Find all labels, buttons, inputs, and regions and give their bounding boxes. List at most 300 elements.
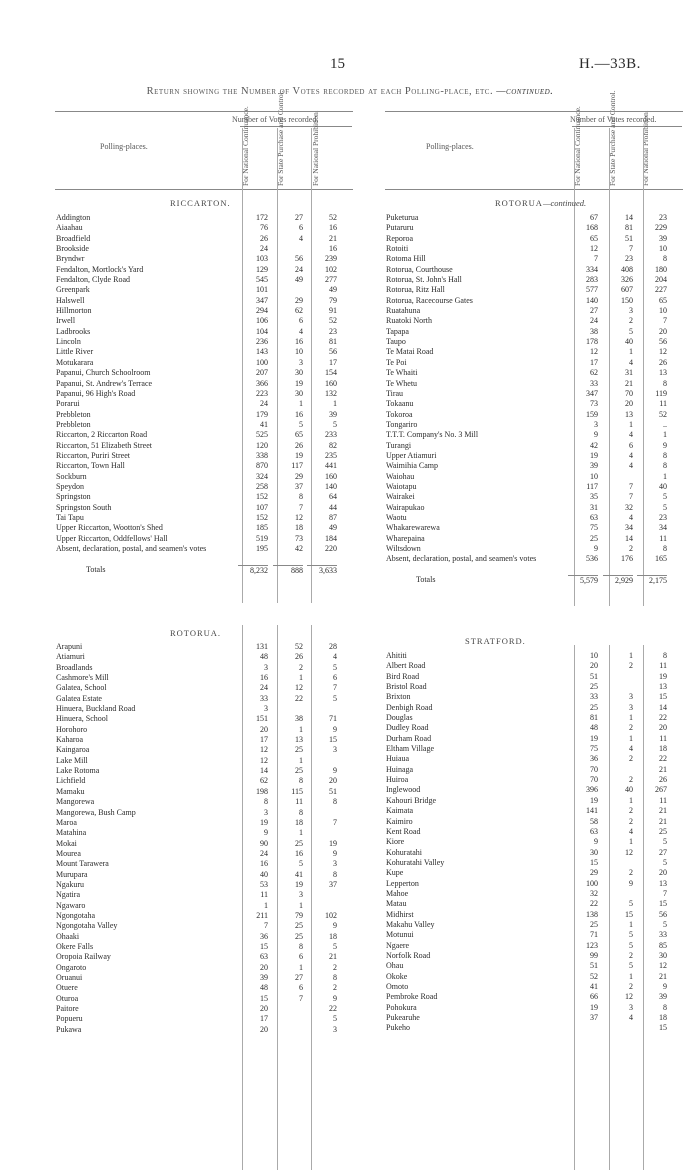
table-row [386, 868, 684, 878]
table-row [56, 911, 354, 921]
polling-place-name: Whakarewarewa [386, 523, 440, 533]
continuance-votes: 81 [590, 713, 598, 723]
table-row [56, 234, 354, 244]
state-votes: 19 [295, 879, 303, 889]
polling-place-name: Inglewood [386, 785, 421, 795]
table-row [386, 723, 684, 733]
state-votes: 30 [295, 368, 303, 378]
state-votes: 62 [295, 306, 303, 316]
state-votes: 150 [621, 295, 633, 305]
state-votes: 1 [629, 733, 633, 743]
polling-place-name: Mangorewa, Bush Camp [56, 807, 136, 817]
prohibition-votes: 56 [659, 909, 667, 919]
prohibition-votes: 8 [663, 651, 667, 660]
polling-place-name: Kohuratahi Valley [386, 857, 445, 867]
state-votes: 4 [629, 826, 633, 836]
polling-place-name: Galatea, School [56, 683, 107, 693]
prohibition-votes: 16 [329, 244, 337, 254]
prohibition-votes: 23 [659, 512, 667, 522]
state-votes: 40 [625, 337, 633, 347]
table-row [56, 642, 354, 652]
table-row [56, 296, 354, 306]
table-row [56, 797, 354, 807]
prohibition-votes: 15 [329, 735, 337, 745]
prohibition-votes: 160 [325, 471, 337, 481]
table-row [56, 451, 354, 461]
table-row [386, 920, 684, 930]
continuance-votes: 19 [260, 817, 268, 827]
prohibition-votes: 2 [333, 983, 337, 993]
continuance-votes: 41 [260, 419, 268, 429]
prohibition-votes: 87 [329, 512, 337, 522]
totals-label: Totals [416, 574, 436, 584]
table-row [56, 652, 354, 662]
continuance-votes: 101 [256, 285, 268, 295]
table-row [386, 941, 684, 951]
table-row [56, 482, 354, 492]
state-votes: 7 [299, 502, 303, 512]
state-votes: 408 [621, 264, 633, 274]
table-row [386, 347, 684, 357]
stratford-table [386, 651, 684, 1034]
state-votes: 19 [295, 378, 303, 388]
polling-place-name: Oropoia Railway [56, 952, 111, 962]
prohibition-votes: 20 [659, 723, 667, 733]
table-row [386, 482, 684, 492]
prohibition-votes: 165 [655, 554, 667, 564]
state-votes: 25 [295, 921, 303, 931]
continuance-votes: 7 [264, 921, 268, 931]
state-votes: 8 [299, 776, 303, 786]
prohibition-votes: 5 [333, 419, 337, 429]
state-votes: 5 [299, 419, 303, 429]
polling-place-name: Broadfield [56, 233, 91, 243]
polling-place-name: Kahouri Bridge [386, 795, 436, 805]
continuance-votes: 36 [590, 754, 598, 764]
continuance-votes: 347 [586, 388, 598, 398]
riccarton-table [56, 213, 354, 575]
polling-place-name: Speydon [56, 481, 84, 491]
polling-place-name: Taupo [386, 337, 406, 347]
state-votes: 81 [625, 223, 633, 233]
continuance-votes: 334 [586, 264, 598, 274]
right-head-prohibition: For National Prohibition. [641, 110, 650, 186]
table-row [386, 265, 684, 275]
polling-place-name: Galatea Estate [56, 693, 102, 703]
table-row [386, 744, 684, 754]
state-votes: 2,929 [603, 575, 633, 586]
prohibition-votes: 8 [663, 461, 667, 471]
state-votes: 20 [625, 399, 633, 409]
state-votes: 8 [299, 941, 303, 951]
continuance-votes: 338 [256, 450, 268, 460]
table-row [56, 766, 354, 776]
prohibition-votes: 13 [659, 368, 667, 378]
table-row [386, 296, 684, 306]
table-row [386, 534, 684, 544]
rotorua-table [56, 642, 354, 1035]
table-row [56, 1014, 354, 1024]
state-votes: 40 [625, 785, 633, 795]
polling-place-name: Fendalton, Clyde Road [56, 275, 130, 285]
prohibition-votes: 5 [663, 919, 667, 929]
table-row [56, 306, 354, 316]
polling-place-name: Kaimata [386, 806, 414, 816]
continuance-votes: 38 [590, 326, 598, 336]
state-votes: 2 [629, 982, 633, 991]
prohibition-votes: 33 [659, 930, 667, 940]
prohibition-votes: 9 [663, 440, 667, 450]
polling-place-name: Putaruru [386, 223, 414, 233]
prohibition-votes: 28 [329, 642, 337, 651]
polling-place-name: Mahoe [386, 888, 409, 898]
polling-place-name: Rotoiti [386, 244, 409, 254]
state-votes: 1 [629, 795, 633, 805]
polling-place-name: Te Matai Road [386, 347, 434, 357]
prohibition-votes: 23 [329, 326, 337, 336]
state-votes: 5 [629, 930, 633, 940]
polling-place-name: Tongariro [386, 419, 418, 429]
state-votes: 5 [629, 961, 633, 971]
state-votes: 32 [625, 502, 633, 512]
continuance-votes: 99 [590, 950, 598, 960]
table-row [56, 213, 354, 223]
prohibition-votes: 25 [659, 826, 667, 836]
state-votes: 26 [295, 440, 303, 450]
continuance-votes: 53 [260, 879, 268, 889]
continuance-votes: 37 [590, 1013, 598, 1023]
state-votes: 6 [629, 440, 633, 450]
continuance-votes: 8,232 [238, 565, 268, 576]
state-votes: 7 [629, 492, 633, 502]
prohibition-votes: 19 [329, 838, 337, 848]
prohibition-votes: 21 [329, 233, 337, 243]
section-title-rotorua: ROTORUA. [170, 628, 222, 638]
continuance-votes: 36 [260, 931, 268, 941]
prohibition-votes: 8 [663, 378, 667, 388]
state-votes: 14 [625, 533, 633, 543]
continuance-votes: 20 [590, 661, 598, 671]
prohibition-votes: 12 [659, 347, 667, 357]
polling-place-name: Brookside [56, 244, 89, 254]
state-votes: 1 [299, 755, 303, 765]
prohibition-votes: 4 [333, 652, 337, 662]
continuance-votes: 185 [256, 523, 268, 533]
state-votes: 49 [295, 275, 303, 285]
polling-place-name: Ladbrooks [56, 326, 91, 336]
table-row [386, 703, 684, 713]
polling-place-name: Waimihia Camp [386, 461, 439, 471]
continuance-votes: 20 [260, 962, 268, 972]
prohibition-votes: 8 [333, 797, 337, 807]
continuance-votes: 9 [264, 828, 268, 838]
continuance-votes: 66 [590, 992, 598, 1002]
polling-place-name: Hinuera, School [56, 714, 108, 724]
table-row [386, 399, 684, 409]
prohibition-votes: 180 [655, 264, 667, 274]
state-votes: 12 [295, 512, 303, 522]
table-row [386, 368, 684, 378]
continuance-votes: 198 [256, 786, 268, 796]
continuance-votes: 106 [256, 316, 268, 326]
table-row [386, 889, 684, 899]
continuance-votes: 51 [590, 961, 598, 971]
continuance-votes: 12 [260, 745, 268, 755]
table-row [56, 745, 354, 755]
state-votes: 19 [295, 450, 303, 460]
table-row [56, 932, 354, 942]
table-row [56, 756, 354, 766]
table-row [386, 692, 684, 702]
prohibition-votes: 229 [655, 223, 667, 233]
polling-place-name: Waiohau [386, 471, 415, 481]
polling-place-name: Motunui [386, 930, 414, 940]
prohibition-votes: 227 [655, 285, 667, 295]
polling-place-name: Omoto [386, 982, 409, 991]
prohibition-votes: 26 [659, 357, 667, 367]
polling-place-name: Wiltsdown [386, 544, 421, 553]
polling-place-name: Ohaaki [56, 931, 80, 941]
polling-place-name: Irwell [56, 316, 76, 326]
continuance-votes: 283 [586, 275, 598, 285]
continuance-votes: 22 [590, 899, 598, 909]
prohibition-votes: 8 [663, 544, 667, 553]
prohibition-votes: 11 [659, 399, 667, 409]
prohibition-votes: 51 [329, 786, 337, 796]
prohibition-votes: 71 [329, 714, 337, 724]
state-votes: 16 [295, 848, 303, 858]
prohibition-votes: 34 [659, 523, 667, 533]
prohibition-votes: 184 [325, 533, 337, 543]
polling-place-name: Mourea [56, 848, 81, 858]
polling-place-name: Oruanui [56, 973, 83, 982]
prohibition-votes: 22 [659, 754, 667, 764]
prohibition-votes: 9 [333, 724, 337, 734]
continuance-votes: 236 [256, 337, 268, 347]
continuance-votes: 168 [586, 223, 598, 233]
table-row [386, 713, 684, 723]
polling-place-name: Brixton [386, 692, 411, 702]
state-votes: 41 [295, 869, 303, 879]
table-row [386, 775, 684, 785]
polling-place-name: Broadlands [56, 662, 93, 672]
continuance-votes: 32 [590, 888, 598, 898]
continuance-votes: 17 [260, 735, 268, 745]
table-row [56, 337, 354, 347]
continuance-votes: 20 [260, 1004, 268, 1014]
polling-place-name: Okere Falls [56, 941, 94, 951]
continuance-votes: 51 [590, 671, 598, 681]
polling-place-name: Pohokura [386, 1002, 417, 1012]
state-votes: 1 [629, 419, 633, 429]
polling-place-name: Bristol Road [386, 682, 427, 692]
continuance-votes: 15 [260, 993, 268, 1003]
table-row [386, 244, 684, 254]
polling-place-name: Rotorua, Courthouse [386, 264, 453, 274]
prohibition-votes: 1 [663, 430, 667, 440]
prohibition-votes: 267 [655, 785, 667, 795]
table-row [56, 839, 354, 849]
state-votes: 8 [299, 807, 303, 817]
polling-place-name: Ruatahuna [386, 306, 421, 316]
polling-place-name: Papanui, Church Schoolroom [56, 368, 151, 378]
polling-place-name: Oturoa [56, 993, 79, 1003]
continuance-votes: 178 [586, 337, 598, 347]
table-row [386, 461, 684, 471]
right-header-top-rule [385, 111, 683, 112]
prohibition-votes: 91 [329, 306, 337, 316]
polling-place-name: Absent, declaration, postal, and seamen's votes [56, 544, 207, 553]
continuance-votes: 48 [260, 652, 268, 662]
state-votes: 18 [295, 817, 303, 827]
prohibition-votes: 8 [663, 450, 667, 460]
continuance-votes: 24 [260, 399, 268, 409]
polling-place-name: Upper Riccarton, Oddfellows' Hall [56, 533, 168, 543]
continuance-votes: 65 [590, 233, 598, 243]
continuance-votes: 33 [590, 378, 598, 388]
prohibition-votes: 39 [659, 233, 667, 243]
state-votes: 56 [295, 254, 303, 264]
state-votes: 3 [629, 1002, 633, 1012]
continuance-votes: 12 [590, 347, 598, 357]
continuance-votes: 152 [256, 512, 268, 522]
continuance-votes: 3 [264, 807, 268, 817]
continuance-votes: 76 [260, 223, 268, 233]
state-votes: 2 [629, 950, 633, 960]
table-row [386, 316, 684, 326]
continuance-votes: 14 [260, 766, 268, 776]
totals-label: Totals [86, 564, 106, 574]
table-row [386, 275, 684, 285]
table-row [386, 806, 684, 816]
continuance-votes: 10 [590, 471, 598, 481]
table-row [386, 817, 684, 827]
state-votes: 25 [295, 931, 303, 941]
polling-place-name: Ahititi [386, 651, 407, 660]
state-votes: 10 [295, 347, 303, 357]
state-votes: 13 [625, 409, 633, 419]
polling-place-name: Rotorua, St. John's Hall [386, 275, 462, 285]
polling-place-name: Absent, declaration, postal, and seamen's votes [386, 554, 537, 564]
table-row [56, 327, 354, 337]
continuance-votes: 396 [586, 785, 598, 795]
table-row [386, 337, 684, 347]
prohibition-votes: 8 [663, 1002, 667, 1012]
table-row [386, 1013, 684, 1023]
prohibition-votes: 119 [655, 388, 667, 398]
prohibition-votes: 5 [333, 693, 337, 703]
state-votes: 9 [629, 878, 633, 888]
table-row [56, 673, 354, 683]
polling-place-name: Matahina [56, 828, 87, 838]
table-row [56, 316, 354, 326]
table-row [56, 963, 354, 973]
continuance-votes: 9 [594, 544, 598, 553]
continuance-votes: 16 [260, 859, 268, 869]
polling-place-name: Kent Road [386, 826, 421, 836]
continuance-votes: 159 [586, 409, 598, 419]
table-row [56, 973, 354, 983]
state-votes: 326 [621, 275, 633, 285]
table-row [56, 379, 354, 389]
table-row [56, 265, 354, 275]
prohibition-votes: 65 [659, 295, 667, 305]
table-row [386, 765, 684, 775]
state-votes: 3 [629, 692, 633, 702]
continuance-votes: 62 [260, 776, 268, 786]
prohibition-votes: 5 [663, 837, 667, 847]
prohibition-votes: 21 [659, 816, 667, 826]
page-title [0, 86, 700, 97]
continuance-votes: 24 [260, 848, 268, 858]
prohibition-votes: 102 [325, 264, 337, 274]
state-votes: 3 [629, 702, 633, 712]
prohibition-votes: 16 [329, 223, 337, 233]
table-row [386, 661, 684, 671]
prohibition-votes: 19 [659, 671, 667, 681]
continuance-votes: 103 [256, 254, 268, 264]
continuance-votes: 100 [586, 878, 598, 888]
polling-place-name: Hinuera, Buckland Road [56, 704, 136, 714]
prohibition-votes: 15 [659, 692, 667, 702]
state-votes: 1 [299, 399, 303, 409]
prohibition-votes: 5 [663, 492, 667, 502]
left-head-state: For State Purchase and Control. [276, 90, 285, 186]
table-row [56, 285, 354, 295]
prohibition-votes: 5 [333, 1014, 337, 1024]
continuance-votes: 20 [260, 1024, 268, 1034]
continuance-votes: 9 [594, 837, 598, 847]
prohibition-votes: 11 [659, 795, 667, 805]
continuance-votes: 48 [590, 723, 598, 733]
state-votes: 70 [625, 388, 633, 398]
table-row [56, 223, 354, 233]
polling-place-name: Pembroke Road [386, 992, 438, 1002]
table-row [56, 420, 354, 430]
polling-place-name: Albert Road [386, 661, 426, 671]
state-votes: 23 [625, 254, 633, 264]
table-row [56, 1004, 354, 1014]
state-votes: 2 [629, 316, 633, 326]
continuance-votes: 39 [260, 973, 268, 982]
table-row [56, 244, 354, 254]
state-votes: 26 [295, 652, 303, 662]
table-row [386, 992, 684, 1002]
continuance-votes: 141 [586, 806, 598, 816]
continuance-votes: 29 [590, 868, 598, 878]
left-header-bottom-rule [55, 189, 353, 190]
prohibition-votes: 7 [663, 316, 667, 326]
prohibition-votes: 233 [325, 430, 337, 440]
table-row [386, 379, 684, 389]
prohibition-votes: 8 [333, 869, 337, 879]
state-votes: 13 [295, 735, 303, 745]
left-polling-places-header: Polling-places. [100, 142, 148, 151]
prohibition-votes: 26 [659, 775, 667, 785]
continuance-votes: 52 [590, 971, 598, 981]
prohibition-votes: 52 [329, 316, 337, 326]
prohibition-votes: 7 [333, 683, 337, 693]
prohibition-votes: 85 [659, 940, 667, 950]
prohibition-votes: 30 [659, 950, 667, 960]
polling-place-name: Hillmorton [56, 306, 92, 316]
continuance-votes: 70 [590, 775, 598, 785]
polling-place-name: Waotu [386, 512, 407, 522]
state-votes: 4 [629, 430, 633, 440]
left-votes-rule [240, 126, 352, 127]
table-row [386, 1003, 684, 1013]
polling-place-name: Atiamuri [56, 652, 85, 662]
